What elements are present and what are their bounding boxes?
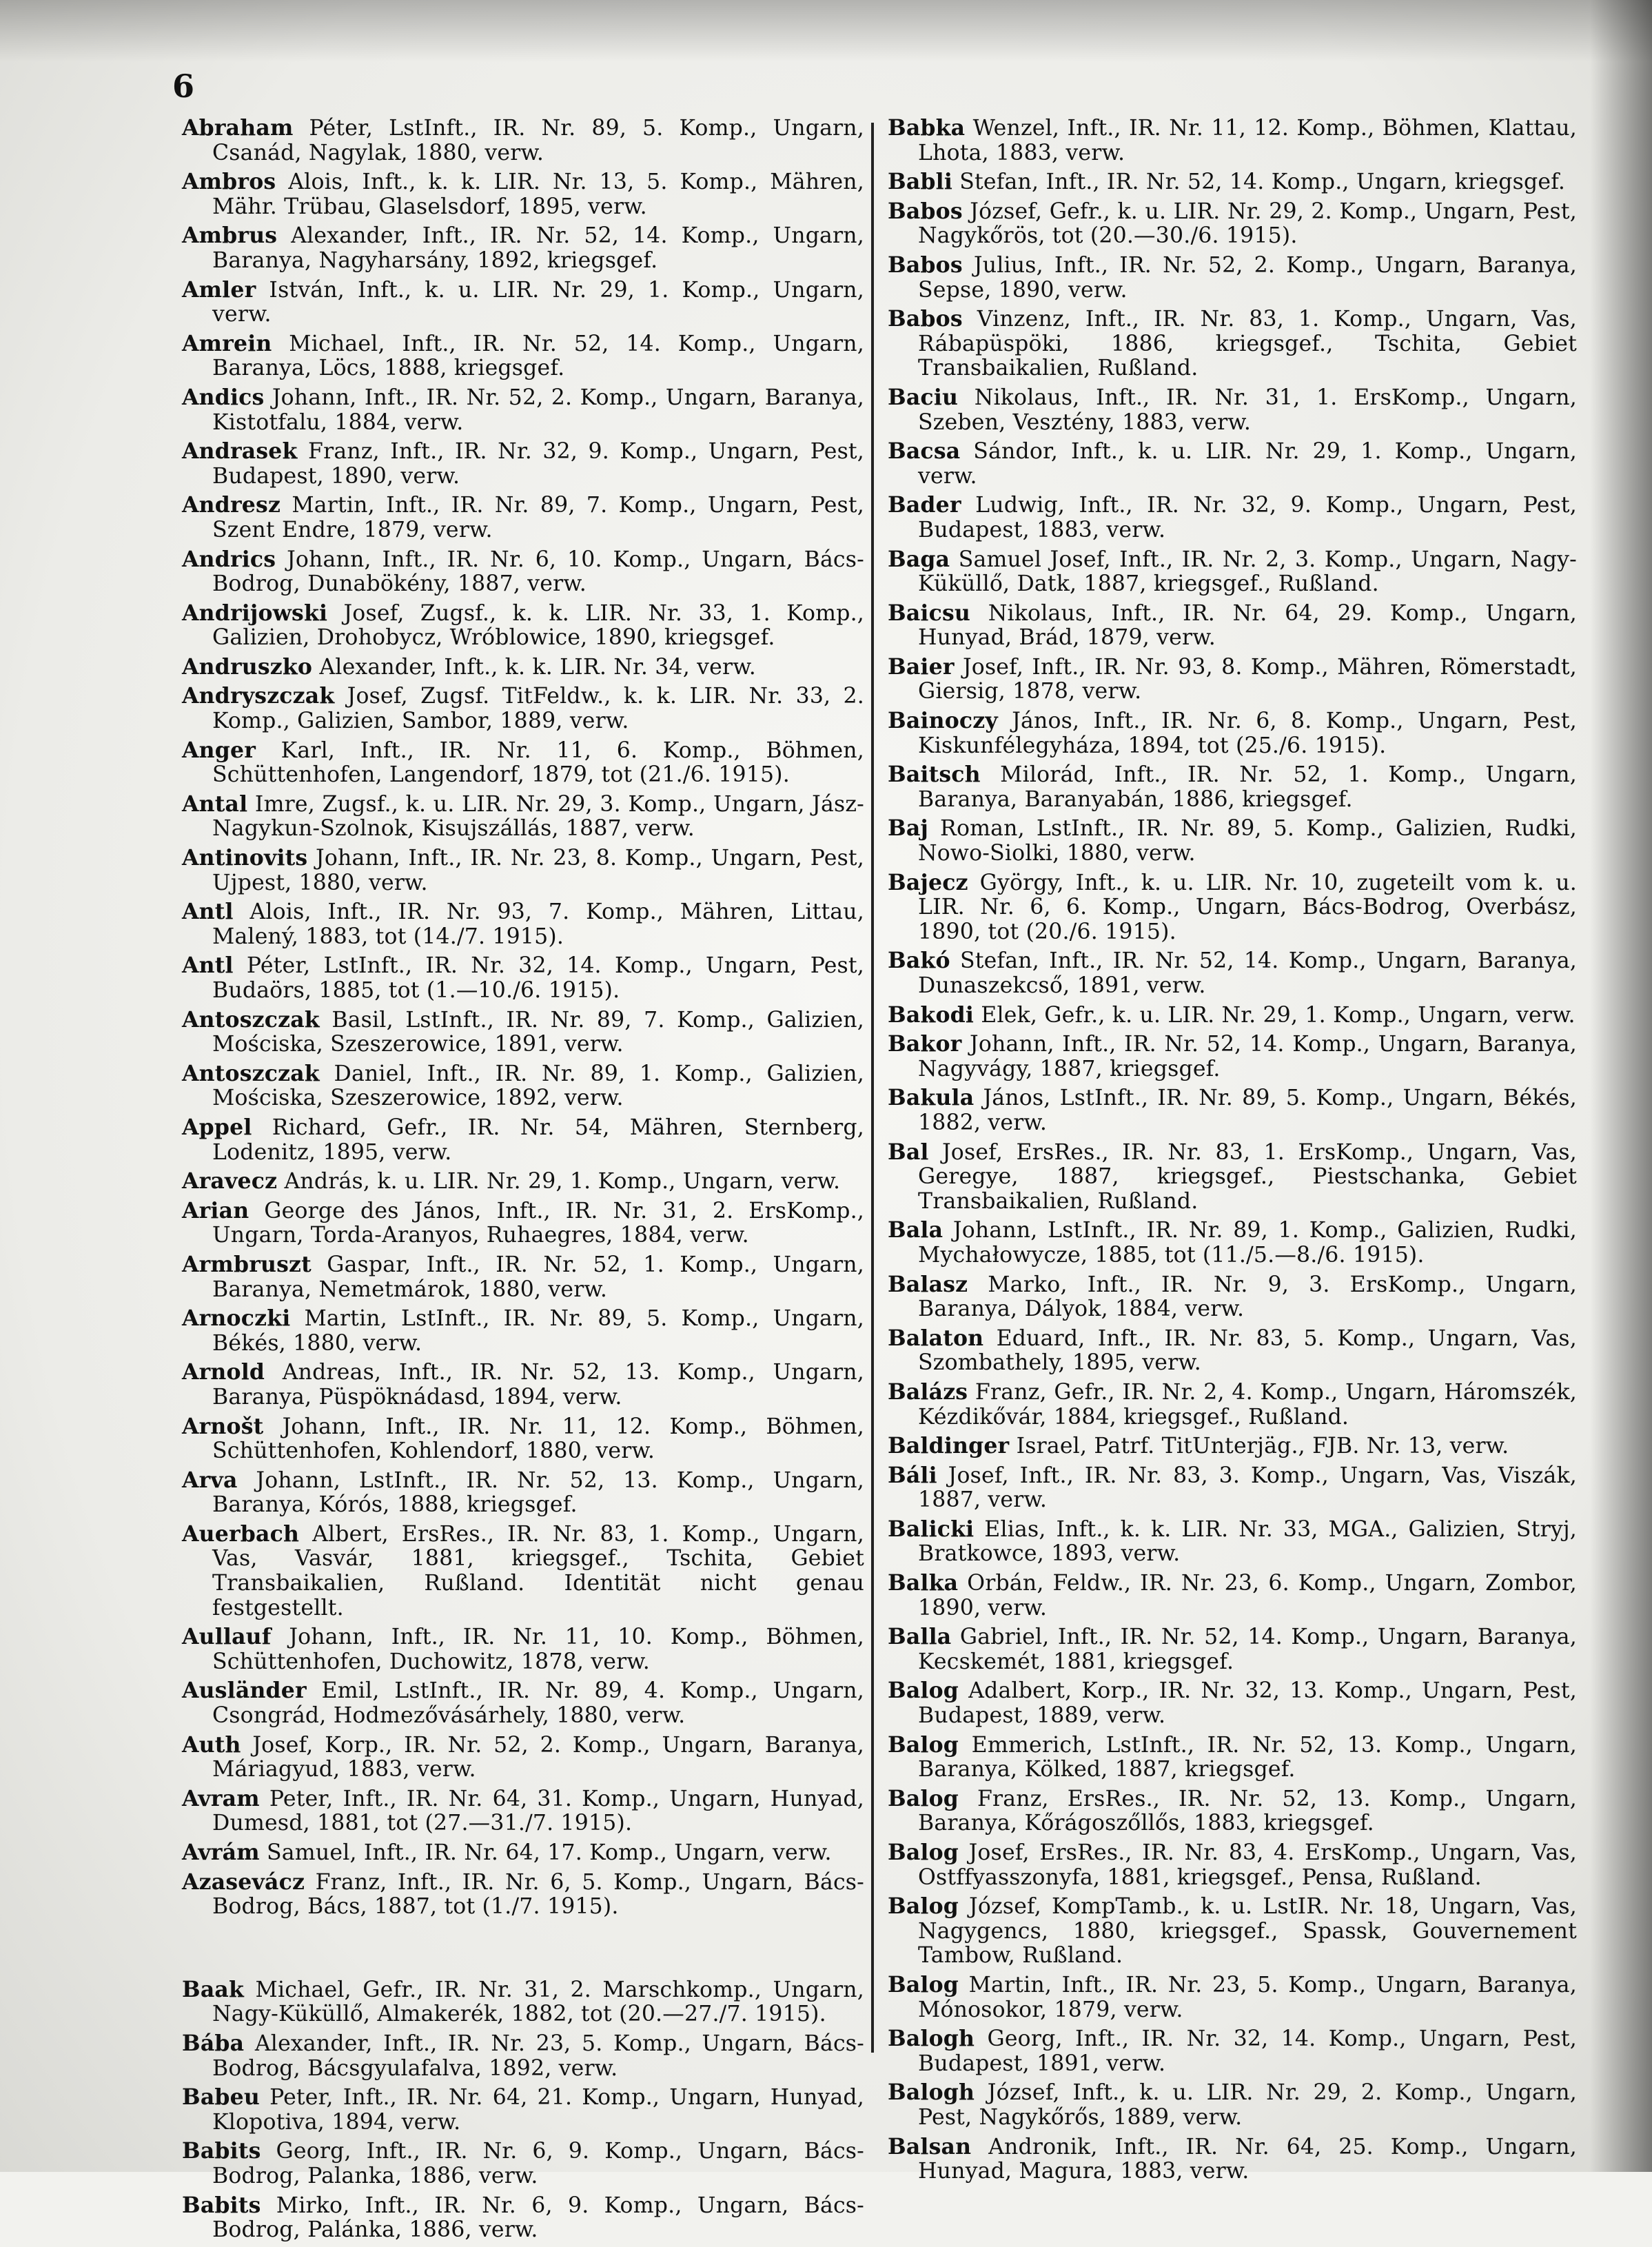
entry-surname: Antl: [182, 953, 234, 979]
entry-surname: Arnošt: [182, 1413, 264, 1439]
entry-details: Nikolaus, Inft., IR. Nr. 31, 1. ErsKomp., Ungarn, Szeben, Vesztény, 1883, verw.: [918, 385, 1577, 435]
entry-details: Franz, Gefr., IR. Nr. 2, 4. Komp., Ungarn, Háromszék, Kézdikővár, 1884, kriegsgef., Rußland.: [918, 1379, 1577, 1430]
list-entry: [888, 816, 1577, 866]
entry-details: Gabriel, Inft., IR. Nr. 52, 14. Komp., Ungarn, Baranya, Kecskemét, 1881, kriegsgef.: [918, 1625, 1577, 1674]
entry-surname: Appel: [182, 1114, 252, 1140]
entry-surname: Balog: [888, 1731, 959, 1758]
list-entry: [888, 1571, 1577, 1620]
entry-details: Alexander, Inft., IR. Nr. 52, 14. Komp., Ungarn, Baranya, Nagyharsány, 1892, kriegsgef.: [212, 223, 864, 273]
entry-details: Wenzel, Inft., IR. Nr. 11, 12. Komp., Böhmen, Klattau, Lhota, 1883, verw.: [918, 116, 1577, 165]
entry-surname: Bakodi: [888, 1002, 975, 1028]
list-entry: [182, 385, 864, 435]
entry-surname: Balog: [888, 1678, 959, 1704]
entry-surname: Avrám: [182, 1840, 260, 1865]
entry-surname: Arian: [182, 1197, 249, 1223]
list-entry: [888, 385, 1577, 435]
entry-details: Josef, Inft., IR. Nr. 83, 3. Komp., Ungarn, Vas, Viszák, 1887, verw.: [918, 1463, 1577, 1513]
entry-surname: Balogh: [888, 2080, 975, 2106]
entry-details: Peter, Inft., IR. Nr. 64, 21. Komp., Ungarn, Hunyad, Klopotiva, 1894, verw.: [212, 2085, 865, 2135]
list-entry: [182, 1061, 864, 1111]
entry-surname: Armbruszt: [182, 1251, 312, 1277]
entry-details: Sándor, Inft., k. u. LIR. Nr. 29, 1. Komp., Ungarn, verw.: [918, 439, 1577, 489]
entry-surname: Balsan: [888, 2133, 972, 2159]
entry-details: István, Inft., k. u. LIR. Nr. 29, 1. Komp., Ungarn, verw.: [212, 277, 865, 327]
list-entry: [888, 1326, 1577, 1376]
list-entry: [182, 738, 864, 788]
entry-surname: Antoszczak: [182, 1060, 320, 1086]
entry-surname: Abraham: [182, 115, 294, 141]
entry-surname: Baier: [888, 653, 955, 680]
entry-surname: Arva: [182, 1467, 238, 1493]
list-entry: [888, 1973, 1577, 2022]
entry-surname: Babits: [182, 2138, 261, 2164]
list-entry: [182, 170, 864, 219]
entry-details: Josef, ErsRes., IR. Nr. 83, 4. ErsKomp., Ungarn, Vas, Ostffyasszonyfa, 1881, kriegsgef., Pensa, Rußland.: [918, 1840, 1578, 1890]
entry-details: George des János, Inft., IR. Nr. 31, 2. ErsKomp., Ungarn, Torda-Aranyos, Ruhaegres, 1884, verw.: [212, 1198, 864, 1248]
entry-details: Josef, Zugsf. TitFeldw., k. k. LIR. Nr. 33, 2. Komp., Galizien, Sambor, 1889, verw.: [212, 684, 864, 734]
column-divider: [871, 123, 874, 2053]
entry-surname: Baak: [182, 1976, 245, 2002]
list-entry: [888, 1787, 1577, 1836]
entry-surname: Baj: [888, 815, 929, 842]
entry-details: Julius, Inft., IR. Nr. 52, 2. Komp., Ungarn, Baranya, Sepse, 1890, verw.: [918, 252, 1578, 303]
entry-details: Alexander, Inft., IR. Nr. 23, 5. Komp., Ungarn, Bács-Bodrog, Bácsgyulafalva, 1892, verw.: [212, 2031, 864, 2081]
entry-details: Orbán, Feldw., IR. Nr. 23, 6. Komp., Ungarn, Zombor, 1890, verw.: [918, 1571, 1578, 1620]
entry-details: Johann, Inft., IR. Nr. 52, 2. Komp., Ungarn, Baranya, Kistotfalu, 1884, verw.: [212, 385, 864, 435]
entry-details: Johann, LstInft., IR. Nr. 52, 13. Komp., Ungarn, Baranya, Kórós, 1888, kriegsgef.: [212, 1467, 865, 1518]
entry-surname: Baga: [888, 546, 950, 572]
list-entry: [182, 2031, 864, 2081]
list-entry: [182, 1008, 864, 1057]
entry-details: Josef, Korp., IR. Nr. 52, 2. Komp., Ungarn, Baranya, Máriagyud, 1883, verw.: [212, 1732, 864, 1782]
entry-surname: Babli: [888, 169, 952, 195]
entry-details: Michael, Inft., IR. Nr. 52, 14. Komp., Ungarn, Baranya, Löcs, 1888, kriegsgef.: [212, 331, 864, 381]
entry-surname: Balog: [888, 1893, 959, 1920]
right-column: [888, 116, 1577, 2188]
entry-details: Mirko, Inft., IR. Nr. 6, 9. Komp., Ungarn, Bács-Bodrog, Palánka, 1886, verw.: [212, 2193, 864, 2243]
entry-details: Georg, Inft., IR. Nr. 6, 9. Komp., Ungarn, Bács-Bodrog, Palanka, 1886, verw.: [212, 2139, 864, 2188]
entry-surname: Anger: [182, 737, 256, 763]
list-entry: [182, 655, 864, 680]
entry-details: Johann, Inft., IR. Nr. 52, 14. Komp., Ungarn, Baranya, Nagyvágy, 1887, kriegsgef.: [918, 1032, 1577, 1081]
list-entry: [182, 1360, 864, 1410]
list-entry: [182, 1115, 864, 1165]
list-entry: [888, 1032, 1577, 1081]
entry-details: Nikolaus, Inft., IR. Nr. 64, 29. Komp., Ungarn, Hunyad, Brád, 1879, verw.: [918, 600, 1577, 651]
entry-details: Péter, LstInft., IR. Nr. 89, 5. Komp., Ungarn, Csanád, Nagylak, 1880, verw.: [212, 116, 865, 165]
entry-surname: Baitsch: [888, 762, 981, 788]
entry-surname: Andruszko: [182, 653, 313, 680]
list-entry: [182, 1306, 864, 1356]
list-entry: [182, 1468, 864, 1518]
entry-surname: Balog: [888, 1785, 959, 1811]
list-entry: [888, 1140, 1577, 1214]
entry-details: Eduard, Inft., IR. Nr. 83, 5. Komp., Ungarn, Vas, Szombathely, 1895, verw.: [918, 1325, 1577, 1376]
list-entry: [182, 1787, 864, 1836]
entry-surname: Amrein: [182, 330, 272, 356]
list-entry: [182, 1252, 864, 1302]
list-entry: [888, 871, 1577, 945]
list-entry: [182, 684, 864, 733]
entry-details: Imre, Zugsf., k. u. LIR. Nr. 29, 3. Komp., Ungarn, Jász-Nagykun-Szolnok, Kisujszállás, 1887, verw.: [212, 791, 864, 842]
entry-surname: Aullauf: [182, 1624, 272, 1650]
entry-surname: Bakula: [888, 1085, 975, 1111]
entry-surname: Baciu: [888, 384, 959, 410]
list-entry: [888, 762, 1577, 812]
entry-surname: Bader: [888, 492, 961, 518]
list-entry: [888, 1086, 1577, 1135]
entry-surname: Andresz: [182, 492, 281, 518]
list-entry: [182, 332, 864, 381]
list-entry: [888, 170, 1577, 195]
entry-details: Emmerich, LstInft., IR. Nr. 52, 13. Komp., Ungarn, Baranya, Kölked, 1887, kriegsgef.: [918, 1732, 1577, 1782]
entry-details: Emil, LstInft., IR. Nr. 89, 4. Komp., Ungarn, Csongrád, Hodmezővásárhely, 1880, verw.: [212, 1678, 865, 1729]
entry-surname: Baldinger: [888, 1433, 1010, 1459]
list-entry: [888, 655, 1577, 704]
entry-surname: Bába: [182, 2030, 245, 2056]
entry-surname: Amler: [182, 276, 256, 303]
entry-surname: Bal: [888, 1139, 929, 1165]
list-entry: [182, 223, 864, 273]
page-number: 6: [172, 68, 195, 105]
entry-surname: Antinovits: [182, 845, 308, 871]
entry-surname: Arnoczki: [182, 1305, 291, 1332]
entry-surname: Bainoczy: [888, 708, 998, 734]
entry-details: Johann, Inft., IR. Nr. 11, 10. Komp., Böhmen, Schüttenhofen, Duchowitz, 1878, verw.: [212, 1625, 864, 1674]
entry-surname: Andrasek: [182, 438, 298, 465]
list-entry: [182, 1199, 864, 1248]
list-entry: [888, 1272, 1577, 1322]
list-entry: [888, 2026, 1577, 2076]
entry-surname: Auth: [182, 1731, 241, 1758]
entry-surname: Babos: [888, 252, 963, 278]
list-entry: [888, 2135, 1577, 2184]
scan-shadow-right: [1590, 0, 1652, 2172]
list-entry: [888, 1733, 1577, 1782]
entry-details: Albert, ErsRes., IR. Nr. 83, 1. Komp., Ungarn, Vas, Vasvár, 1881, kriegsgef., Tschita, Gebiet Transbaikalien, Rußland. Identität nicht genau festgestellt.: [212, 1521, 864, 1620]
entry-surname: Arnold: [182, 1359, 265, 1385]
entry-details: Daniel, Inft., IR. Nr. 89, 1. Komp., Galizien, Mościska, Szeszerowice, 1892, verw.: [212, 1061, 864, 1111]
entry-details: Johann, LstInft., IR. Nr. 89, 1. Komp., Galizien, Rudki, Mychałowycze, 1885, tot (11./5.—8./6. 1915).: [918, 1218, 1577, 1268]
entry-details: Péter, LstInft., IR. Nr. 32, 14. Komp., Ungarn, Pest, Budaörs, 1885, tot (1.—10./6. 1915).: [212, 953, 864, 1003]
entry-surname: Balasz: [888, 1271, 968, 1297]
entry-surname: Ausländer: [182, 1678, 307, 1704]
entry-surname: Balicki: [888, 1516, 975, 1542]
entry-details: Stefan, Inft., IR. Nr. 52, 14. Komp., Ungarn, Baranya, Dunaszekcső, 1891, verw.: [918, 948, 1578, 998]
list-entry: [182, 2139, 864, 2188]
list-entry: [888, 116, 1577, 165]
entry-details: János, Inft., IR. Nr. 6, 8. Komp., Ungarn, Pest, Kiskunfélegyháza, 1894, tot (25./6. 1915).: [918, 709, 1577, 758]
entry-surname: Avram: [182, 1785, 260, 1811]
entry-details: Franz, Inft., IR. Nr. 32, 9. Komp., Ungarn, Pest, Budapest, 1890, verw.: [212, 439, 865, 489]
entry-details: Michael, Gefr., IR. Nr. 31, 2. Marschkomp., Ungarn, Nagy-Küküllő, Almakerék, 1882, tot (20.—27./7. 1915).: [212, 1977, 864, 2027]
list-entry: [888, 1840, 1577, 1890]
entry-surname: Balka: [888, 1570, 959, 1596]
entry-surname: Balogh: [888, 2026, 975, 2052]
list-entry: [888, 547, 1577, 597]
entry-details: Stefan, Inft., IR. Nr. 52, 14. Komp., Ungarn, kriegsgef.: [959, 170, 1566, 195]
entry-surname: Antoszczak: [182, 1006, 320, 1033]
entry-details: Andronik, Inft., IR. Nr. 64, 25. Komp., Ungarn, Hunyad, Magura, 1883, verw.: [918, 2134, 1577, 2184]
entry-surname: Babos: [888, 306, 963, 332]
entry-details: Milorád, Inft., IR. Nr. 52, 1. Komp., Ungarn, Baranya, Baranyabán, 1886, kriegsgef.: [918, 762, 1578, 812]
list-entry: [888, 2080, 1577, 2130]
entry-details: Samuel, Inft., IR. Nr. 64, 17. Komp., Ungarn, verw.: [267, 1840, 832, 1865]
entry-surname: Antal: [182, 791, 248, 817]
list-entry: [182, 1625, 864, 1674]
entry-details: András, k. u. LIR. Nr. 29, 1. Komp., Ungarn, verw.: [284, 1169, 841, 1194]
list-entry: [888, 709, 1577, 758]
list-entry: [182, 278, 864, 327]
entry-surname: Andryszczak: [182, 683, 335, 709]
entry-details: Josef, ErsRes., IR. Nr. 83, 1. ErsKomp., Ungarn, Vas, Geregye, 1887, kriegsgef., Piestschanka, Gebiet Transbaikalien, Rußland.: [918, 1139, 1578, 1214]
entry-details: Marko, Inft., IR. Nr. 9, 3. ErsKomp., Ungarn, Baranya, Dályok, 1884, verw.: [918, 1272, 1578, 1322]
list-entry: [182, 899, 864, 949]
list-entry: [888, 948, 1577, 998]
list-entry: [888, 253, 1577, 303]
entry-details: Franz, ErsRes., IR. Nr. 52, 13. Komp., Ungarn, Baranya, Kőrágoszőllős, 1883, kriegsgef.: [918, 1786, 1577, 1836]
entry-surname: Báli: [888, 1462, 937, 1488]
entry-details: Elek, Gefr., k. u. LIR. Nr. 29, 1. Komp., Ungarn, verw.: [981, 1002, 1575, 1028]
list-entry: [182, 439, 864, 489]
entry-details: Johann, Inft., IR. Nr. 23, 8. Komp., Ungarn, Pest, Ujpest, 1880, verw.: [212, 846, 865, 895]
entry-details: Martin, Inft., IR. Nr. 23, 5. Komp., Ungarn, Baranya, Mónosokor, 1879, verw.: [918, 1972, 1577, 2022]
entry-surname: Ambros: [182, 169, 276, 195]
list-entry: [888, 1218, 1577, 1268]
list-entry: [888, 307, 1577, 381]
entry-details: Martin, Inft., IR. Nr. 89, 7. Komp., Ungarn, Pest, Szent Endre, 1879, verw.: [212, 493, 864, 542]
entry-surname: Andics: [182, 384, 265, 410]
entry-details: János, LstInft., IR. Nr. 89, 5. Komp., Ungarn, Békés, 1882, verw.: [918, 1086, 1577, 1135]
entry-details: Roman, LstInft., IR. Nr. 89, 5. Komp., Galizien, Rudki, Nowo-Siolki, 1880, verw.: [918, 816, 1577, 866]
list-entry: [182, 1733, 864, 1782]
entry-surname: Antl: [182, 899, 234, 925]
list-entry: [182, 493, 864, 542]
entry-details: Johann, Inft., IR. Nr. 6, 10. Komp., Ungarn, Bács-Bodrog, Dunabökény, 1887, verw.: [212, 547, 864, 597]
list-entry: [888, 1894, 1577, 1969]
list-entry: [182, 2193, 864, 2243]
entry-details: Adalbert, Korp., IR. Nr. 32, 13. Komp., Ungarn, Pest, Budapest, 1889, verw.: [918, 1678, 1577, 1729]
entry-surname: Andrics: [182, 546, 276, 572]
entry-details: Josef, Zugsf., k. k. LIR. Nr. 33, 1. Komp., Galizien, Drohobycz, Wróblowice, 1890, kriegsgef.: [212, 600, 864, 651]
list-entry: [888, 199, 1577, 249]
entry-surname: Ambrus: [182, 223, 278, 249]
entry-details: Elias, Inft., k. k. LIR. Nr. 33, MGA., Galizien, Stryj, Bratkowce, 1893, verw.: [918, 1516, 1577, 1567]
entry-details: Basil, LstInft., IR. Nr. 89, 7. Komp., Galizien, Mościska, Szeszerowice, 1891, verw.: [212, 1007, 864, 1057]
list-entry: [888, 1625, 1577, 1674]
entry-details: Gaspar, Inft., IR. Nr. 52, 1. Komp., Ungarn, Baranya, Nemetmárok, 1880, verw.: [212, 1252, 864, 1302]
list-entry: [182, 1169, 864, 1194]
list-entry: [182, 1678, 864, 1728]
entry-details: József, Gefr., k. u. LIR. Nr. 29, 2. Komp., Ungarn, Pest, Nagykőrös, tot (20.—30./6. 1915).: [918, 199, 1577, 249]
entry-details: Josef, Inft., IR. Nr. 93, 8. Komp., Mähren, Römerstadt, Giersig, 1878, verw.: [918, 654, 1578, 704]
entry-surname: Aravecz: [182, 1168, 278, 1194]
entry-details: József, KompTamb., k. u. LstIR. Nr. 18, Ungarn, Vas, Nagygencs, 1880, kriegsgef., Spassk, Gouvernement Tambow, Rußland.: [918, 1894, 1577, 1969]
left-column: [182, 116, 864, 2247]
list-entry: [182, 547, 864, 597]
list-entry: [182, 116, 864, 165]
entry-surname: Bakó: [888, 948, 950, 974]
entry-surname: Azasevácz: [182, 1869, 305, 1895]
entry-details: Peter, Inft., IR. Nr. 64, 31. Komp., Ungarn, Hunyad, Dumesd, 1881, tot (27.—31./7. 1915).: [212, 1786, 864, 1836]
list-entry: [182, 1522, 864, 1620]
list-entry: [182, 601, 864, 651]
list-entry: [182, 953, 864, 1003]
list-entry: [182, 2085, 864, 2135]
entry-surname: Bacsa: [888, 438, 961, 465]
list-entry: [888, 1380, 1577, 1430]
entry-surname: Bajecz: [888, 869, 968, 895]
entry-details: Richard, Gefr., IR. Nr. 54, Mähren, Sternberg, Lodenitz, 1895, verw.: [212, 1115, 864, 1165]
entry-surname: Bakor: [888, 1031, 962, 1057]
section-gap: [182, 1924, 864, 1977]
list-entry: [182, 846, 864, 895]
list-entry: [182, 792, 864, 842]
entry-details: Ludwig, Inft., IR. Nr. 32, 9. Komp., Ungarn, Pest, Budapest, 1883, verw.: [918, 493, 1577, 542]
entry-surname: Babos: [888, 198, 963, 224]
entry-surname: Balog: [888, 1971, 959, 1997]
entry-surname: Bala: [888, 1217, 944, 1243]
list-entry: [888, 1463, 1577, 1513]
entry-details: Alois, Inft., IR. Nr. 93, 7. Komp., Mähren, Littau, Malený, 1883, tot (14./7. 1915).: [212, 899, 864, 949]
entry-surname: Balog: [888, 1840, 959, 1865]
entry-details: Samuel Josef, Inft., IR. Nr. 2, 3. Komp., Ungarn, Nagy-Küküllő, Datk, 1887, kriegsgef., Rußland.: [918, 547, 1577, 597]
entry-surname: Auerbach: [182, 1521, 300, 1547]
entry-details: Alexander, Inft., k. k. LIR. Nr. 34, verw.: [319, 654, 756, 680]
list-entry: [888, 439, 1577, 489]
entry-surname: Babeu: [182, 2084, 261, 2111]
entry-details: Alois, Inft., k. k. LIR. Nr. 13, 5. Komp., Mähren, Mähr. Trübau, Glaselsdorf, 1895, verw.: [212, 170, 864, 219]
list-entry: [888, 1517, 1577, 1567]
entry-details: József, Inft., k. u. LIR. Nr. 29, 2. Komp., Ungarn, Pest, Nagykőrős, 1889, verw.: [918, 2080, 1577, 2130]
list-entry: [888, 1434, 1577, 1459]
entry-details: Israel, Patrf. TitUnterjäg., FJB. Nr. 13, verw.: [1016, 1434, 1509, 1459]
list-entry: [888, 1003, 1577, 1028]
scan-shadow-top: [0, 0, 1652, 62]
entry-surname: Balázs: [888, 1379, 968, 1405]
list-entry: [888, 1678, 1577, 1728]
list-entry: [182, 1870, 864, 1920]
entry-surname: Balaton: [888, 1325, 984, 1351]
entry-details: György, Inft., k. u. LIR. Nr. 10, zugeteilt vom k. u. LIR. Nr. 6, 6. Komp., Ungarn, Bács-Bodrog, Overbász, 1890, tot (20./6. 1915).: [918, 870, 1577, 944]
entry-details: Johann, Inft., IR. Nr. 11, 12. Komp., Böhmen, Schüttenhofen, Kohlendorf, 1880, verw.: [212, 1414, 864, 1464]
entry-details: Vinzenz, Inft., IR. Nr. 83, 1. Komp., Ungarn, Vas, Rábapüspöki, 1886, kriegsgef., Tschita, Gebiet Transbaikalien, Rußland.: [918, 307, 1577, 381]
entry-surname: Babits: [182, 2192, 261, 2218]
entry-surname: Baicsu: [888, 600, 971, 626]
list-entry: [888, 601, 1577, 651]
entry-surname: Andrijowski: [182, 600, 328, 626]
list-entry: [888, 493, 1577, 542]
entry-surname: Balla: [888, 1624, 952, 1650]
list-entry: [182, 1840, 864, 1866]
entry-details: Andreas, Inft., IR. Nr. 52, 13. Komp., Ungarn, Baranya, Püspöknádasd, 1894, verw.: [212, 1360, 864, 1410]
list-entry: [182, 1977, 864, 2027]
entry-details: Martin, LstInft., IR. Nr. 89, 5. Komp., Ungarn, Békés, 1880, verw.: [212, 1306, 864, 1356]
entry-details: Karl, Inft., IR. Nr. 11, 6. Komp., Böhmen, Schüttenhofen, Langendorf, 1879, tot (21./6. 1915).: [212, 738, 864, 788]
entry-surname: Babka: [888, 115, 966, 141]
list-entry: [182, 1414, 864, 1464]
entry-details: Franz, Inft., IR. Nr. 6, 5. Komp., Ungarn, Bács-Bodrog, Bács, 1887, tot (1./7. 1915).: [212, 1869, 864, 1920]
entry-details: Georg, Inft., IR. Nr. 32, 14. Komp., Ungarn, Pest, Budapest, 1891, verw.: [918, 2026, 1577, 2076]
